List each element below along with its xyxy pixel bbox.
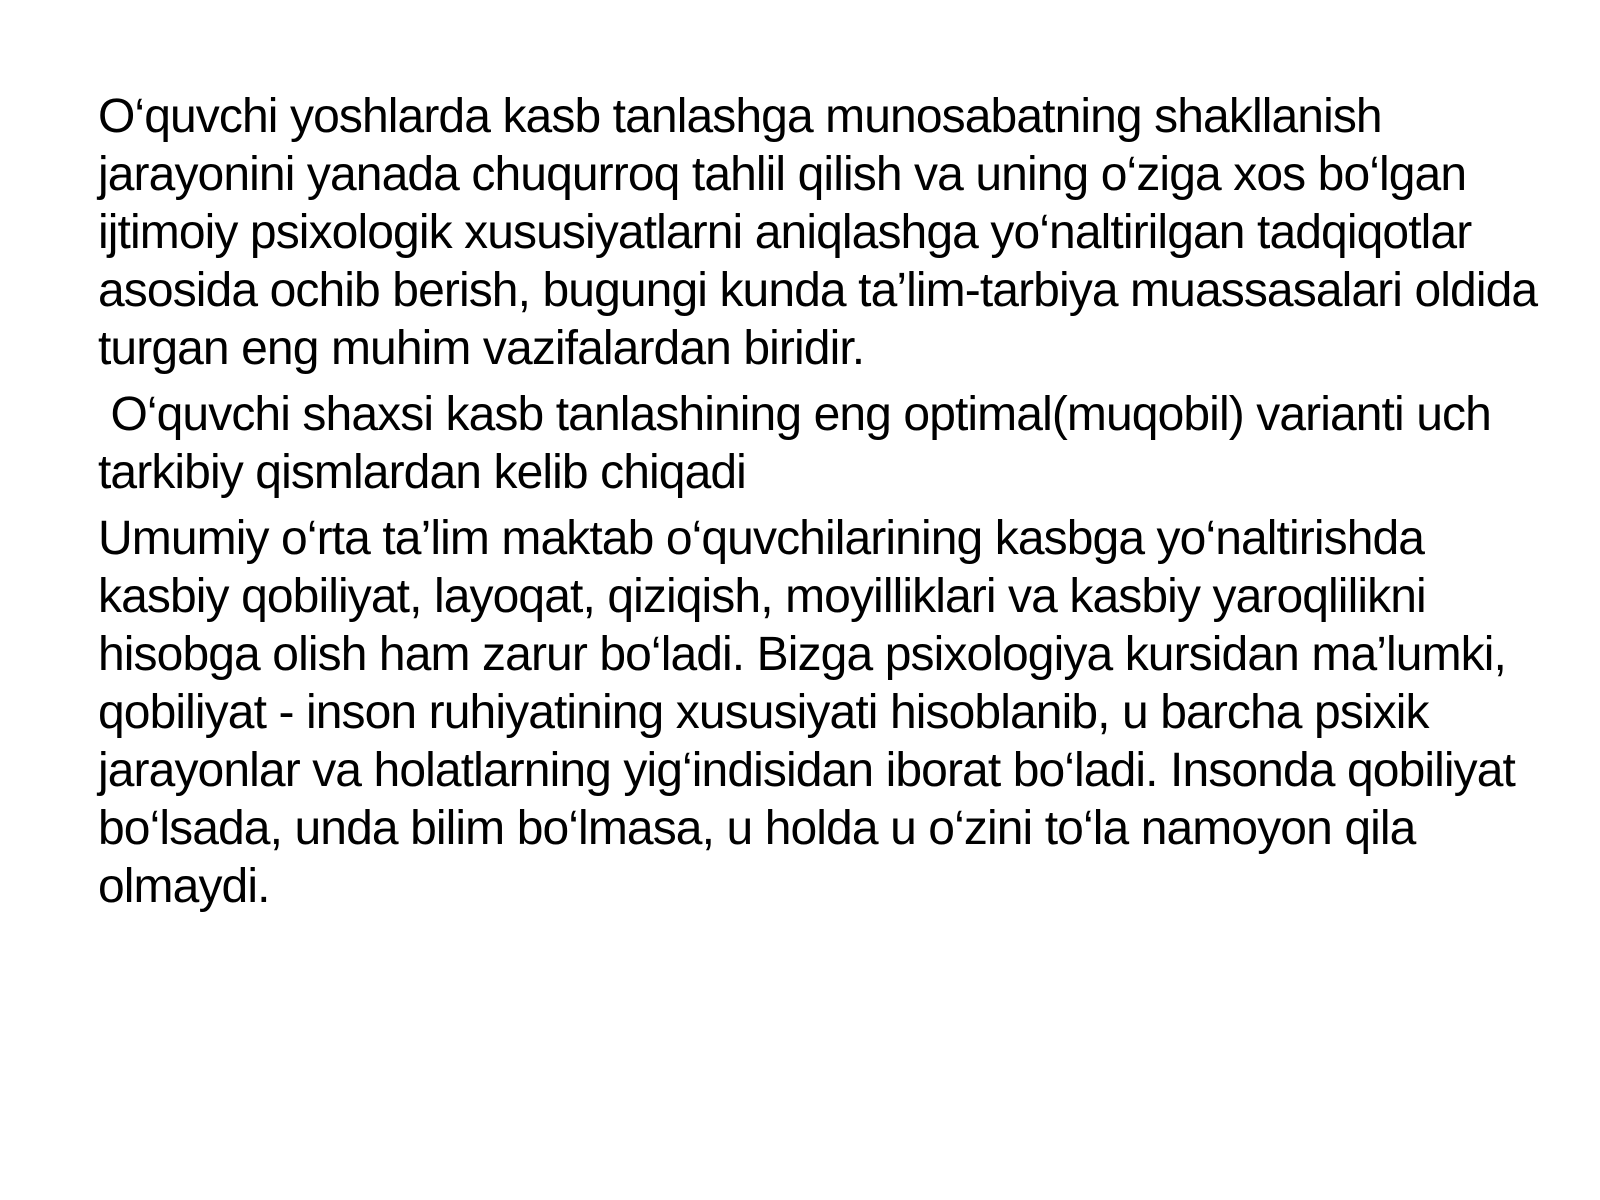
paragraph-2: O‘quvchi shaxsi kasb tanlashining eng optimal(muqobil) varianti uch tarkibiy qismlardan kelib chiqadi [98,388,1504,499]
paragraph-3: Umumiy o‘rta ta’lim maktab o‘quvchilarining kasbga yo‘naltirishda kasbiy qobiliyat, layoqat, qiziqish, moyilliklari va kasbiy yaroqlilikni hisobga olish ham zarur bo‘ladi. Bizga psixologiya kursidan ma’lumki, qobiliyat - inson ruhiyatining xususiyati hisoblanib, u barcha psixik jarayonlar va holatlarning yig‘indisidan iborat bo‘ladi. Insonda qobiliyat bo‘lsada, unda bilim bo‘lmasa, u holda u o‘zini to‘la namoyon qila olmaydi. [98,512,1515,913]
slide-text-body [98,88,1538,924]
paragraph-1: O‘quvchi yoshlarda kasb tanlashga munosabatning shakllanish jarayonini yanada chuqurroq tahlil qilish va uning o‘ziga xos bo‘lgan ijtimoiy psixologik xususiyatlarni aniqlashga yo‘naltirilgan tadqiqotlar asosida ochib berish, bugungi kunda ta’lim-tarbiya muassasalari oldida turgan eng muhim vazifalardan biridir. [98,90,1538,375]
